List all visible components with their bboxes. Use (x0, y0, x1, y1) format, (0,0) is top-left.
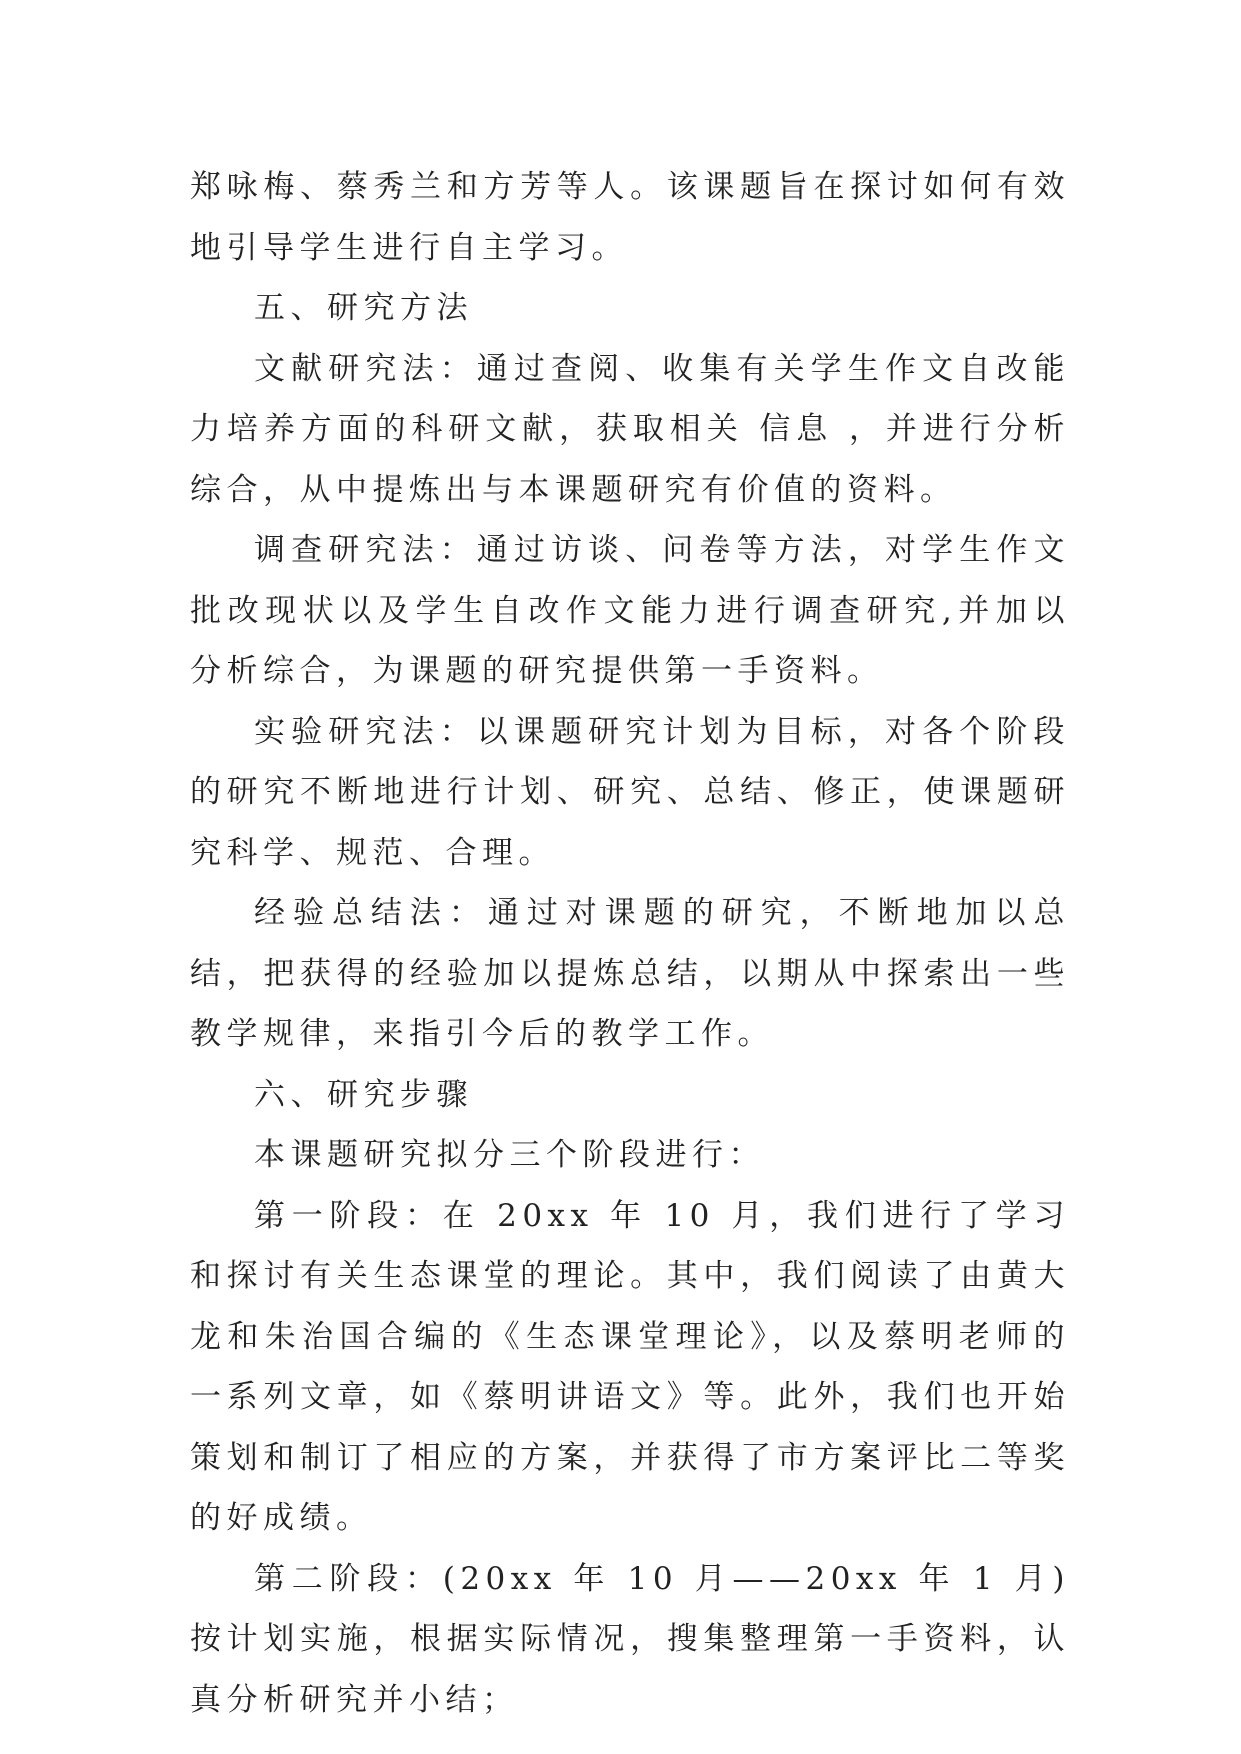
document-body (190, 157, 1070, 1730)
paragraph-literature-method: 文献研究法：通过查阅、收集有关学生作文自改能力培养方面的科研文献，获取相关 信息 ，并进行分析综合，从中提炼出与本课题研究有价值的资料。 (190, 350, 1070, 508)
paragraph-experiment-method: 实验研究法：以课题研究计划为目标，对各个阶段的研究不断地进行计划、研究、总结、修正，使课题研究科学、规范、合理。 (190, 713, 1070, 871)
section-heading-research-steps: 六、研究步骤 (254, 1076, 473, 1113)
paragraph-continuation: 郑咏梅、蔡秀兰和方芳等人。该课题旨在探讨如何有效地引导学生进行自主学习。 (190, 169, 1070, 266)
paragraph-survey-method: 调查研究法：通过访谈、问卷等方法，对学生作文批改现状以及学生自改作文能力进行调查研究,并加以分析综合，为课题的研究提供第一手资料。 (190, 532, 1070, 689)
paragraph-steps-intro: 本课题研究拟分三个阶段进行： (254, 1137, 765, 1173)
paragraph-stage-two: 第二阶段：(20xx 年 10 月——20xx 年 1 月)按计划实施，根据实际情况，搜集整理第一手资料，认真分析研究并小结； (190, 1560, 1070, 1718)
paragraph-experience-method: 经验总结法：通过对课题的研究，不断地加以总结，把获得的经验加以提炼总结，以期从中探索出一些教学规律，来指引今后的教学工作。 (190, 895, 1070, 1052)
paragraph-stage-one: 第一阶段：在 20xx 年 10 月，我们进行了学习和探讨有关生态课堂的理论。其中，我们阅读了由黄大龙和朱治国合编的《生态课堂理论》，以及蔡明老师的一系列文章，如《蔡明讲语文》等。此外，我们也开始策划和制订了相应的方案，并获得了市方案评比二等奖的好成绩。 (190, 1197, 1070, 1536)
section-heading-research-methods: 五、研究方法 (254, 290, 473, 326)
